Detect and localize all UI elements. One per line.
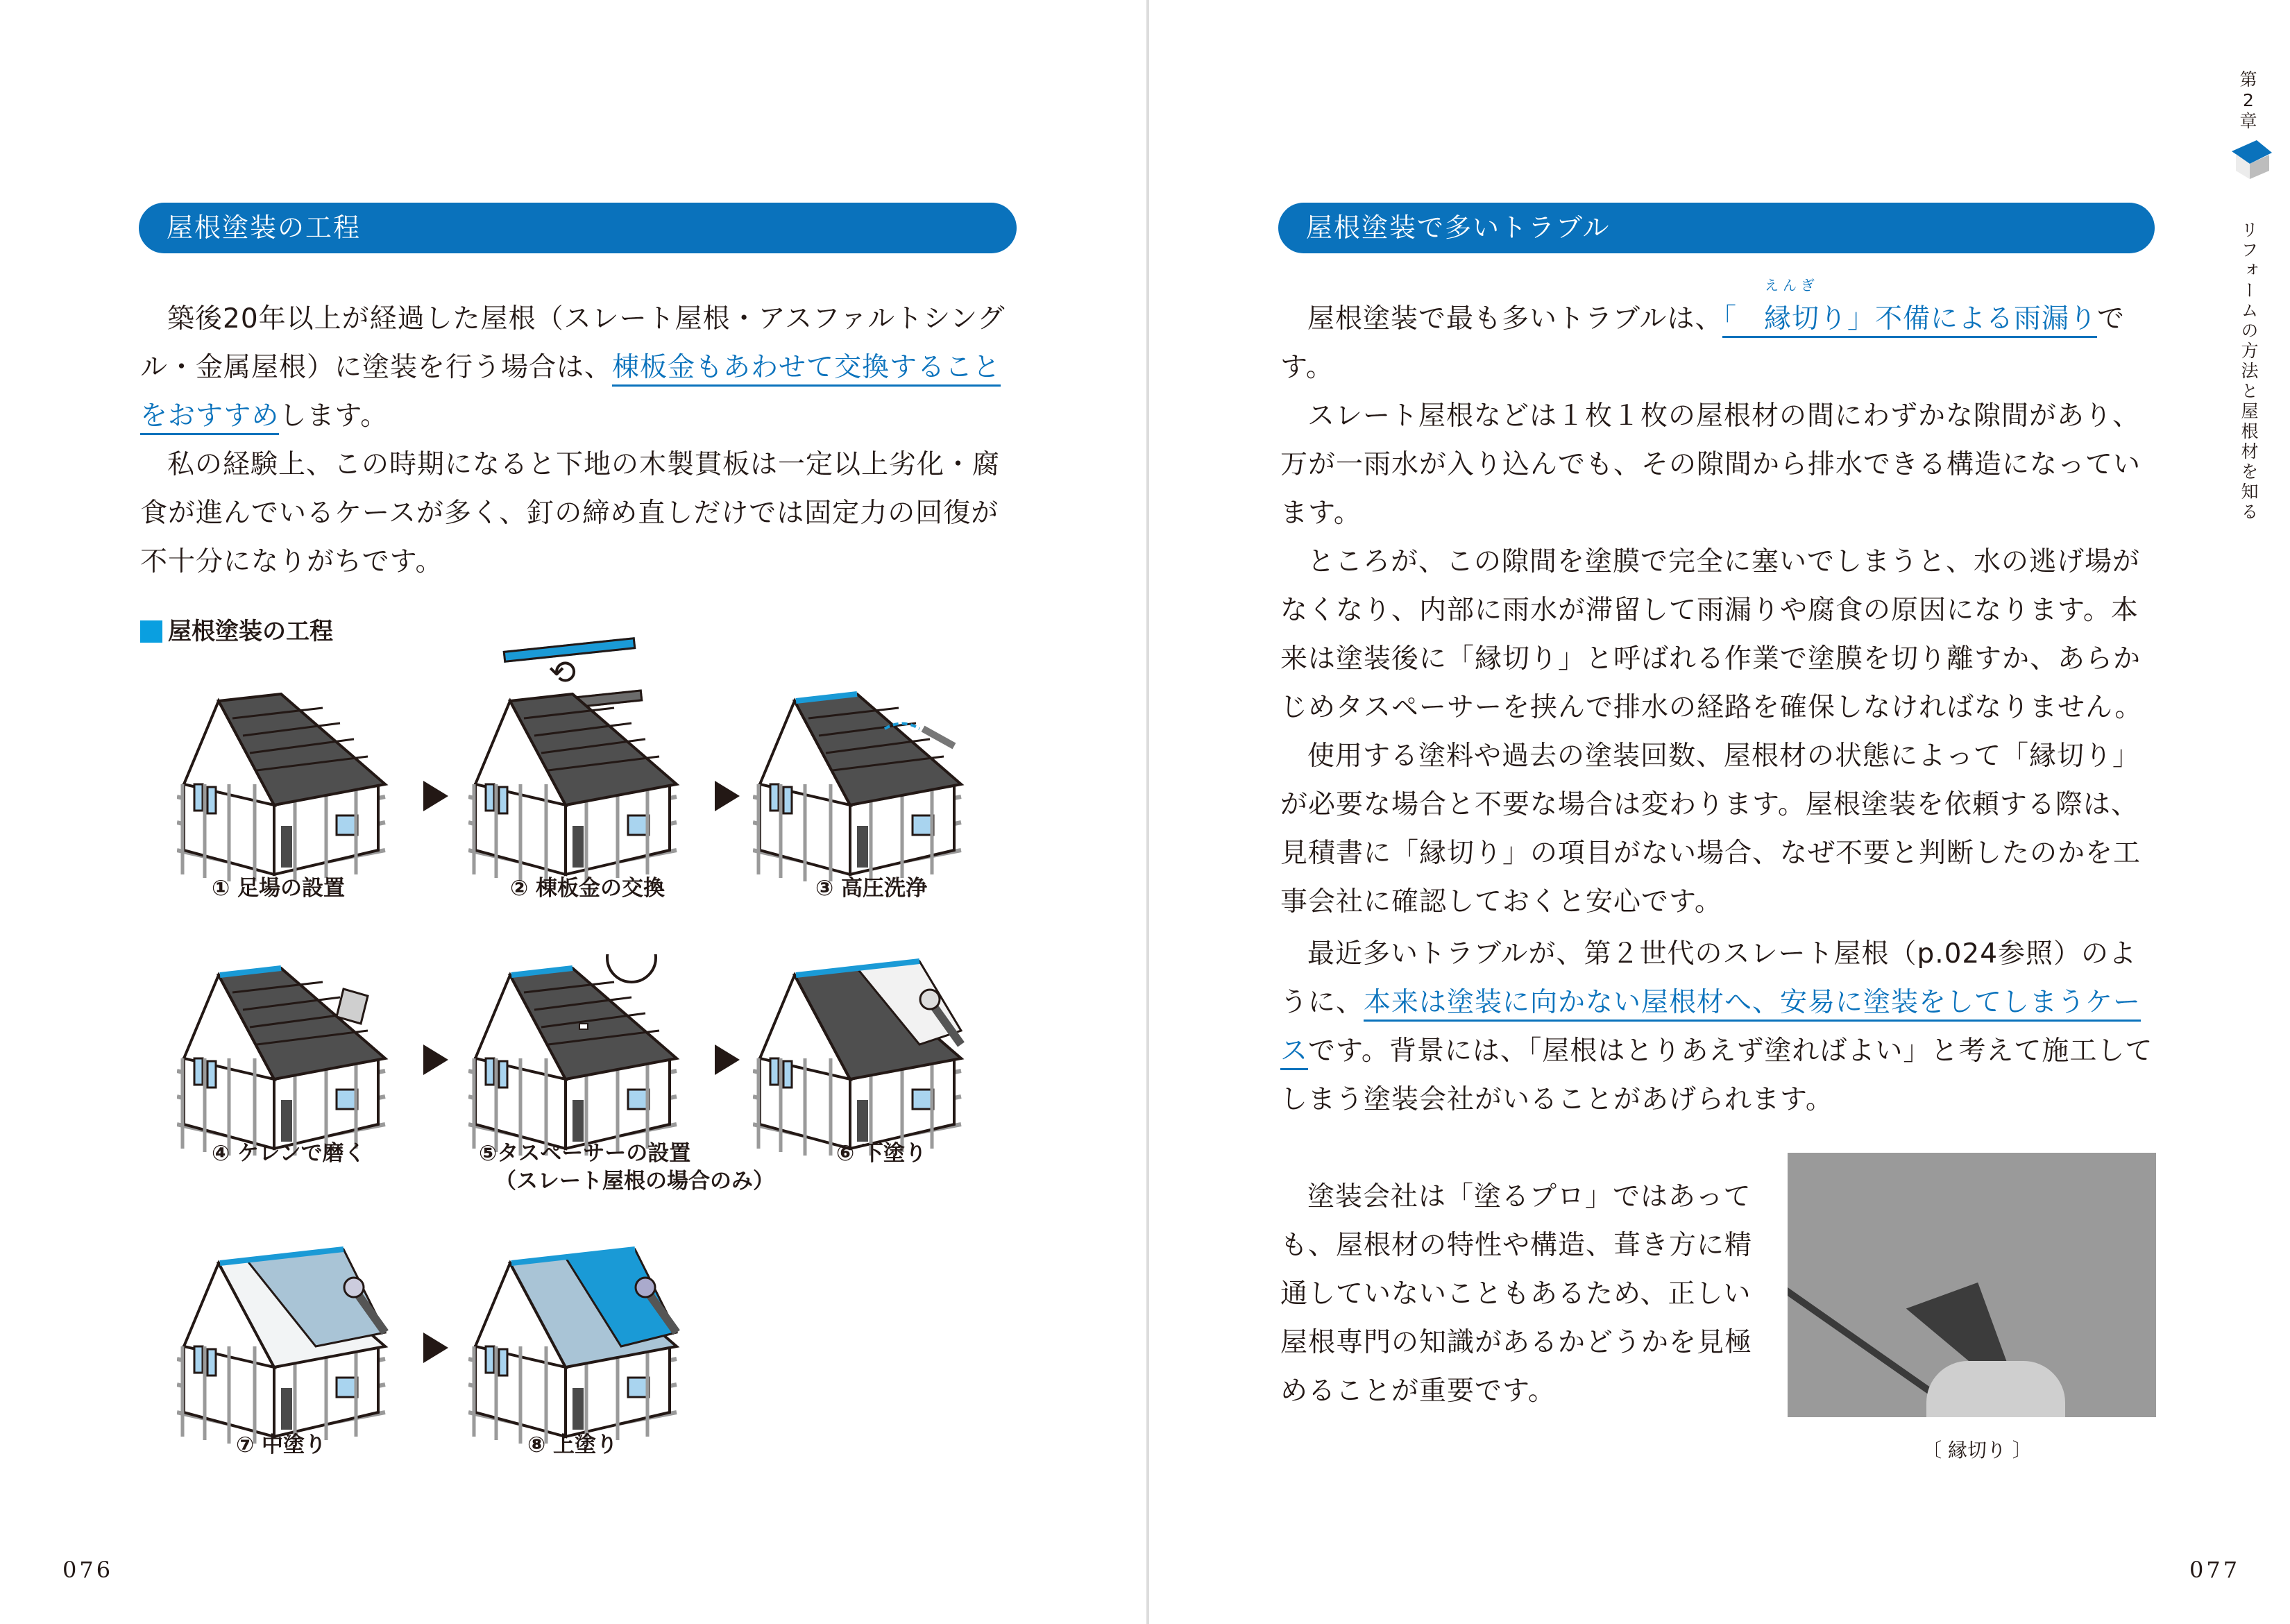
- step-label-7: ⑦ 中塗り: [236, 1432, 327, 1457]
- chapter-title-vertical: リフォームの方法と屋根材を知る: [2239, 221, 2259, 523]
- step-label-5: ⑤タスペーサーの設置: [479, 1141, 691, 1166]
- square-marker-icon: [140, 620, 162, 643]
- text: です。: [1280, 303, 2126, 383]
- diagram-title: [140, 620, 333, 643]
- house-step-2-illustration: [468, 680, 704, 881]
- house-step-3-illustration: [753, 680, 989, 881]
- section-title: 屋根塗装の工程: [167, 212, 362, 243]
- swap-arrows-icon: ⟲: [548, 653, 577, 692]
- paragraph: スレート屋根などは１枚１枚の屋根材の間にわずかな隙間があり、万が一雨水が入り込んでも、その隙間から排水できる構造になっています。: [1280, 400, 2141, 529]
- house-step-4-illustration: [177, 954, 413, 1156]
- arrow-right-icon: [715, 781, 740, 811]
- highlighted-text: [1722, 277, 2097, 338]
- house-step-6-illustration: [753, 954, 989, 1156]
- text: 最近多いトラブルが、第２世代のスレート屋根（p.024参照）のように、: [1280, 938, 2137, 1018]
- hand: [1926, 1361, 2065, 1417]
- house-step-7-illustration: [177, 1242, 413, 1444]
- text: します。: [279, 400, 389, 432]
- arrow-right-icon: [423, 1044, 448, 1075]
- text: です。背景には、「屋根はとりあえず塗ればよい」と考えて施工してしまう塗装会社がいることがあげられます。: [1280, 1035, 2153, 1115]
- right-body-text: [1280, 277, 2162, 927]
- step-label-6: ⑥ 下塗り: [836, 1141, 927, 1166]
- step-label-3: ③ 高圧洗浄: [815, 876, 928, 901]
- paragraph: [140, 295, 1018, 441]
- text: り」不備による雨漏り: [1819, 303, 2097, 335]
- paragraph: [1280, 277, 2162, 392]
- step-label-5-note: （スレート屋根の場合のみ）: [495, 1169, 774, 1194]
- arrow-right-icon: [715, 1044, 740, 1075]
- photo-caption: 〔 縁切り 〕: [1922, 1439, 2032, 1462]
- section-title: 屋根塗装で多いトラブル: [1306, 212, 1611, 243]
- step-label-8: ⑧ 上塗り: [527, 1432, 618, 1457]
- house-step-8-illustration: [468, 1242, 704, 1444]
- paragraph: [1280, 930, 2162, 1124]
- section-header-process: [139, 203, 1017, 253]
- diagram-title-text: 屋根塗装の工程: [168, 618, 333, 645]
- ruby-text: [1737, 277, 1820, 344]
- house-step-1-illustration: [177, 680, 413, 881]
- right-body-text-3: [1280, 1173, 1759, 1416]
- step-label-4: ④ ケレンで磨く: [212, 1141, 366, 1166]
- section-header-troubles: [1278, 203, 2155, 253]
- right-body-text-2: [1280, 930, 2162, 1124]
- text: 築後20年以上が経過した屋根（スレート屋根・アスファルトシングル・金属屋根）に塗装を行う場合は、: [140, 303, 1006, 383]
- house-icon: [2229, 136, 2275, 180]
- arrow-right-icon: [423, 1333, 448, 1363]
- left-body-text: [140, 295, 1018, 586]
- step-label-1: ① 足場の設置: [212, 876, 346, 901]
- page-number: 076: [62, 1557, 114, 1583]
- chapter-label: 第 2 章: [2239, 69, 2257, 131]
- furigana: えんぎ: [1764, 277, 1819, 294]
- text: 屋根塗装で最も多いトラブルは、: [1307, 303, 1723, 335]
- paragraph: ところが、この隙間を塗膜で完全に塞いでしまうと、水の逃げ場がなくなり、内部に雨水が滞留して雨漏りや腐食の原因になります。本来は塗装後に「縁切り」と呼ばれる作業で塗膜を切り離すか、あらかじめタスペーサーを挟んで排水の経路を確保しなければなりません。: [1280, 546, 2143, 723]
- paragraph: 使用する塗料や過去の塗装回数、屋根材の状態によって「縁切り」が必要な場合と不要な場合は変わります。屋根塗装を依頼する際は、見積書に「縁切り」の項目がない場合、なぜ不要と判断したのかを工事会社に確認しておくと安心です。: [1280, 741, 2141, 917]
- house-step-5-illustration: [468, 954, 704, 1156]
- paragraph: 塗装会社は「塗るプロ」ではあっても、屋根材の特性や構造、葺き方に精通していないこともあるため、正しい屋根専門の知識があるかどうかを見極めることが重要です。: [1280, 1181, 1753, 1407]
- paragraph: 私の経験上、この時期になると下地の木製貫板は一定以上劣化・腐食が進んでいるケースが多く、釘の締め直しだけでは固定力の回復が不十分になりがちです。: [140, 449, 1001, 577]
- highlighted-text: 本来は塗装に向かない屋根材へ、安易に塗装をしてしまうケース: [1280, 987, 2141, 1070]
- text: 縁切: [1763, 303, 1820, 335]
- highlighted-text: 棟板金もあわせて交換することをおすすめ: [140, 352, 1001, 435]
- text: 「: [1722, 303, 1737, 335]
- step-label-2: ② 棟板金の交換: [510, 876, 665, 901]
- edge-cutting-photo: [1788, 1153, 2156, 1417]
- arrow-right-icon: [423, 781, 448, 811]
- page-number: 077: [2189, 1557, 2241, 1583]
